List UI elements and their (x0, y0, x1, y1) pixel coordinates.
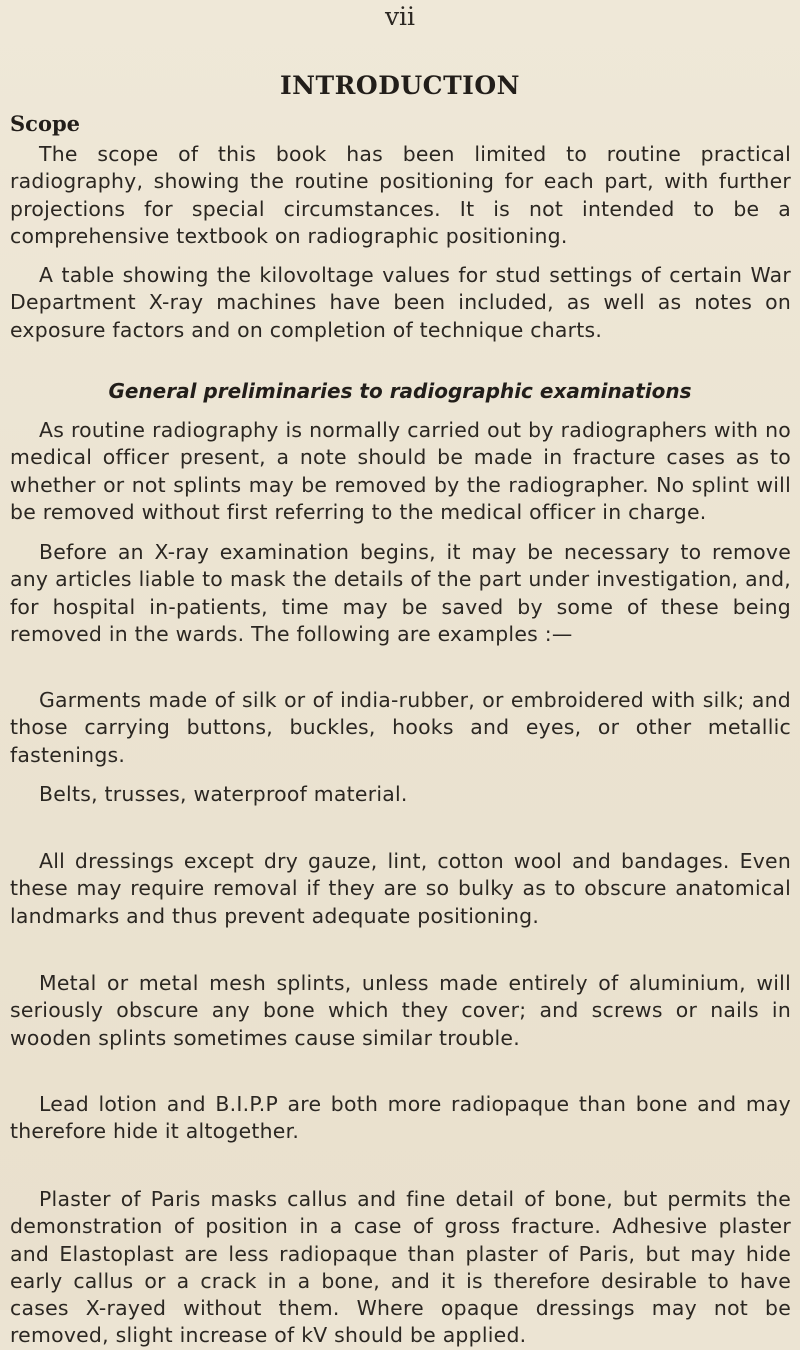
section-heading-scope: Scope (10, 111, 81, 136)
paragraph-metal-splints: Metal or metal mesh splints, unless made entirely of aluminium, will seriously obscure any bone which they cover; and screws or nails in wooden splints sometimes cause similar trouble. (10, 971, 791, 1050)
paragraph-splints: As routine radiography is normally carried out by radiographers with no medical officer present, a note should be made in fracture cases as to whether or not splints may be removed by the radiographer. No splint will be removed without first referring to the medical officer in charge. (10, 418, 791, 524)
chapter-title: INTRODUCTION (279, 71, 520, 100)
paragraph-garments: Garments made of silk or of india-rubber, or embroidered with silk; and those carrying buttons, buckles, hooks and eyes, or other metallic fastenings. (10, 688, 791, 767)
paragraph-scope-2: A table showing the kilovoltage values for stud settings of certain War Department X-ray machines have been included, as well as notes on exposure factors and on completion of technique charts. (10, 263, 791, 342)
paragraph-plaster-of-paris: Plaster of Paris masks callus and fine detail of bone, but permits the demonstration of position in a case of gross fracture. Adhesive plaster and Elastoplast are less radiopaque than plaster of Paris, but may hide early callus or a crack in a bone, and it is therefore desirable to have cases X-rayed without them. Where opaque dressings may not be removed, slight increase of kV should be applied. (10, 1187, 791, 1348)
paragraph-before-examination: Before an X-ray examination begins, it may be necessary to remove any articles liable to mask the details of the part under investigation, and, for hospital in-patients, time may be saved by some of these being removed in the wards. The following are examples :— (10, 540, 791, 646)
section-heading-general-preliminaries: General preliminaries to radiographic examinations (108, 379, 692, 403)
paragraph-belts: Belts, trusses, waterproof material. (39, 782, 408, 806)
paragraph-lead-lotion: Lead lotion and B.I.P.P are both more radiopaque than bone and may therefore hide it altogether. (10, 1092, 791, 1144)
paragraph-scope-1: The scope of this book has been limited to routine practical radiography, showing the routine positioning for each part, with further projections for special circumstances. It is not intended to be a comprehensive textbook on radiographic positioning. (10, 142, 791, 248)
page-number: vii (384, 2, 416, 31)
paragraph-dressings: All dressings except dry gauze, lint, cotton wool and bandages. Even these may require removal if they are so bulky as to obscure anatomical landmarks and thus prevent adequate positioning. (10, 849, 791, 928)
